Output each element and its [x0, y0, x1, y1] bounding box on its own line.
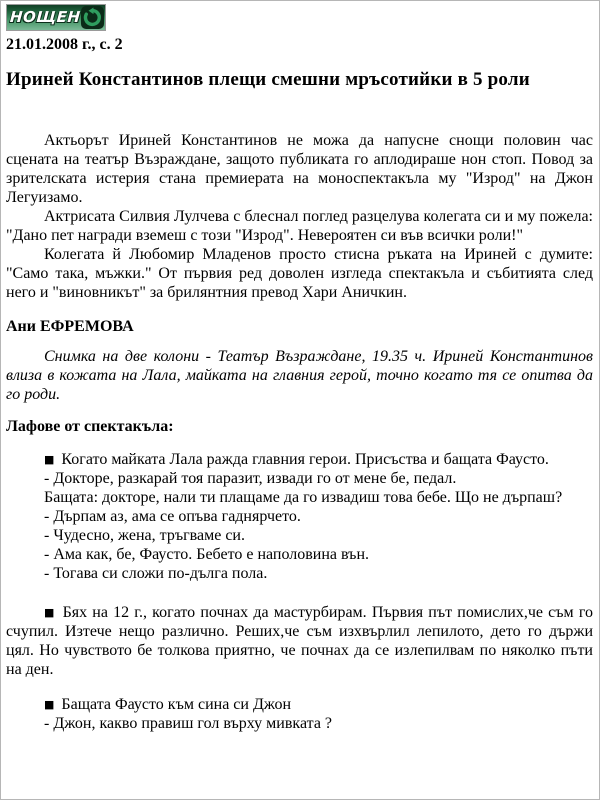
byline: Ани ЕФРЕМОВА: [6, 318, 134, 335]
date-page-line: 21.01.2008 г., с. 2: [6, 36, 123, 53]
photo-caption: Снимка на две колони - Театър Възраждане, 19.35 ч. Ириней Константинов влиза в кожата на Лала, майката на главния герой, точно когато тя се опитва да го роди.: [6, 348, 593, 403]
headline: Ириней Константинов плещи смешни мръсотийки в 5 роли: [6, 69, 530, 90]
newspaper-logo: [6, 4, 106, 31]
section-heading: Лафове от спектакъла:: [6, 418, 174, 435]
square-bullet-icon: ■: [44, 698, 55, 711]
newspaper-logo-icon: [81, 6, 104, 29]
joke-2: [6, 603, 593, 679]
square-bullet-icon: ■: [44, 606, 56, 619]
dialog-line-4: - Чудесно, жена, тръгваме си.: [44, 527, 245, 544]
paragraph-3: Колегата й Любомир Младенов просто стисна ръката на Ириней с думите: "Само така, мъжки." От първия ред доволен изгледа спектакъла и събитията след него и "виновникът" за брилянтния превод Хари Аничкин.: [6, 246, 593, 301]
newspaper-logo-text: НОЩЕН: [9, 8, 82, 26]
square-bullet-icon: ■: [44, 453, 55, 466]
dialog-line-7: - Джон, какво правиш гол върху мивката ?: [44, 715, 333, 732]
paragraph-lead: Актьорът Ириней Константинов не можа да напусне снощи половин час сцената на театър Възраждане, защото публиката го аплодираше нон стоп. Повод за зрителската истерия стана премиерата на моноспектакъла му "Изрод" на Джон Легуизамо.: [6, 132, 593, 206]
paragraph-2: Актрисата Силвия Лулчева с блеснал поглед разцелува колегата си и му пожела: "Дано пет награди вземеш с този "Изрод". Невероятен си във всички роли!": [6, 208, 593, 244]
dialog-line-1: - Докторе, разкарай тоя паразит, извади го от мене бе, педал.: [44, 470, 457, 487]
joke-3-text: Бащата Фаусто към сина си Джон: [61, 696, 292, 713]
joke-1-text: Когато майката Лала ражда главния герои. Присъства и бащата Фаусто.: [61, 451, 549, 468]
joke-1: [6, 450, 593, 469]
dialog-line-2: Бащата: докторе, нали ти плащаме да го извадиш това бебе. Що не дърпаш?: [44, 489, 563, 506]
joke-2-text: Бях на 12 г., когато почнах да мастурбирам. Първия път помислих,че съм го счупил. Изтече нещо различно. Реших,че съм изхвърлил лепилото, дето го държи цял. Но чувството бе толкова приятно, че почнах да се излепилвам по няколко пъти на ден.: [6, 604, 593, 678]
dialog-line-6: - Тогава си сложи по-дълга пола.: [44, 565, 268, 582]
dialog-line-5: - Ама как, бе, Фаусто. Бебето е наполовина вън.: [44, 546, 370, 563]
dialog-line-3: - Дърпам аз, ама се опъва гаднярчето.: [44, 508, 301, 525]
joke-3: [6, 695, 593, 714]
